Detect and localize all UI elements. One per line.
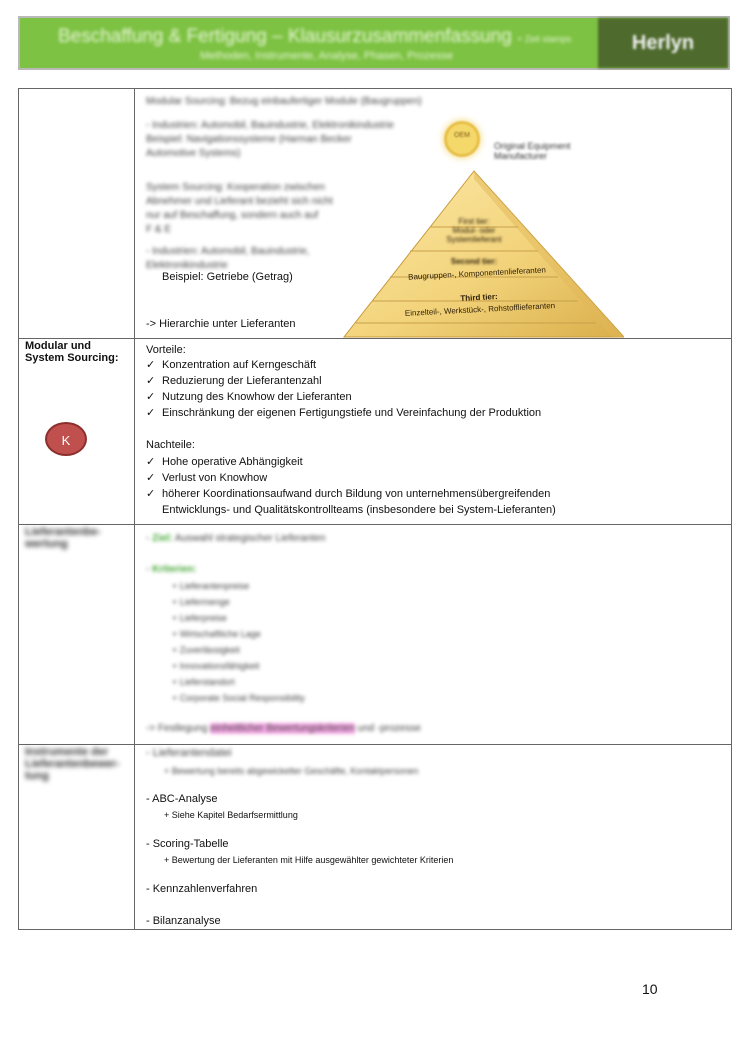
summary-table [18,88,732,930]
header-title: Beschaffung & Fertigung – Klausurzusammenfassung + Zeit stamps [58,26,572,47]
row-label-lieferantenbewertung: Lieferantenbe- wertung [25,526,101,550]
instrument-lieferantendatei-note: + Bewertung bereits abgewickelter Geschäfte, Kontaktpersonen [164,766,419,776]
vorteile-list [146,357,706,421]
nachteile-list [146,454,586,518]
instrument-scoring-tabelle: - Scoring-Tabelle [146,838,229,850]
vorteile-title: Vorteile: [146,344,186,356]
nachteil-item: ✓ höherer Koordinationsaufwand durch Bildung von unternehmensübergreifenden Entwicklungs- und Qualitätskontrollteams (insbesondere bei System-Lieferanten) [146,486,586,518]
vorteil-item: ✓ Einschränkung der eigenen Fertigungstiefe und Vereinfachung der Produktion [146,405,706,421]
festlegung-line: -> Festlegung einheitlicher Bewertungskriterien und -prozesse [146,723,421,734]
vorteil-item: ✓ Reduzierung der Lieferantenzahl [146,373,706,389]
hierarchy-note: -> Hierarchie unter Lieferanten [146,318,296,330]
ziel-line: - Ziel: Auswahl strategischer Lieferanten [146,533,326,544]
modular-example: - Industrien: Automobil, Bauindustrie, Elektronikindustrie Beispiel: Navigationssysteme (Harman Becker Automotive Systems) [146,120,394,159]
tier3-title: Third tier: [460,292,498,303]
brand-label: Herlyn [598,18,728,68]
oem-seal-icon: OEM [444,121,480,157]
row-label-instrumente: Instrumente der Lieferantenbewer- tung [25,746,120,782]
oem-label: Original Equipment Manufacturer [494,141,571,161]
criterion-item: + Corporate Social Responsibility [172,693,305,703]
modular-sourcing-intro: Modular Sourcing: Bezug einbaufertiger Module (Baugruppen) [146,96,422,107]
row-label-modular-system: Modular und System Sourcing: [25,340,119,364]
tier2-title: Second tier: [450,257,498,266]
criterion-item: + Lieferantenpreise [172,581,250,591]
nachteil-item: ✓ Hohe operative Abhängigkeit [146,454,586,470]
instrument-bilanzanalyse: - Bilanzanalyse [146,915,221,927]
instrument-scoring-note: + Bewertung der Lieferanten mit Hilfe ausgewählter gewichteter Kriterien [164,855,454,865]
instrument-lieferantendatei: - Lieferantendatei [146,747,232,759]
tier1-label: First tier: Modul- oder Systemlieferant [446,217,502,244]
header-subtitle: Methoden, Instrumente, Analyse, Phasen, Prozesse [200,50,454,62]
page-number: 10 [642,981,658,997]
vorteil-item: ✓ Konzentration auf Kerngeschäft [146,357,706,373]
system-sourcing-text: System Sourcing: Kooperation zwischen Abnehmer und Lieferant bezieht sich nicht nur auf Beschaffung, sondern auch auf F & E [146,182,333,235]
k-badge: K [45,422,87,456]
criteria-list [172,578,305,706]
instrument-kennzahlen: - Kennzahlenverfahren [146,883,258,895]
column-divider [134,89,135,929]
criterion-item: + Liefermenge [172,597,230,607]
example-getriebe: Beispiel: Getriebe (Getrag) [162,271,293,283]
row-divider-3 [19,744,731,745]
nachteil-item: ✓ Verlust von Knowhow [146,470,586,486]
vorteil-item: ✓ Nutzung des Knowhow der Lieferanten [146,389,706,405]
instrument-abc-note: + Siehe Kapitel Bedarfsermittlung [164,810,298,820]
nachteile-title: Nachteile: [146,439,195,451]
criterion-item: + Zuverlässigkeit [172,645,240,655]
kriterien-line: - Kriterien: [146,564,197,575]
system-example: - Industrien: Automobil, Bauindustrie, Elektronikindustrie [146,246,310,271]
instrument-abc-analyse: - ABC-Analyse [146,793,218,805]
criterion-item: + Innovationsfähigkeit [172,661,260,671]
row-divider-2 [19,524,731,525]
criterion-item: + Lieferstandort [172,677,235,687]
criterion-item: + Lieferpreise [172,613,227,623]
tier3-label: Einzelteil-, Werkstück-, Rohstofflieferanten [404,301,556,318]
supplier-pyramid [324,119,624,339]
tier2-label: Baugruppen-, Komponentenlieferanten [407,265,547,282]
document-header [18,16,730,70]
criterion-item: + Wirtschaftliche Lage [172,629,261,639]
